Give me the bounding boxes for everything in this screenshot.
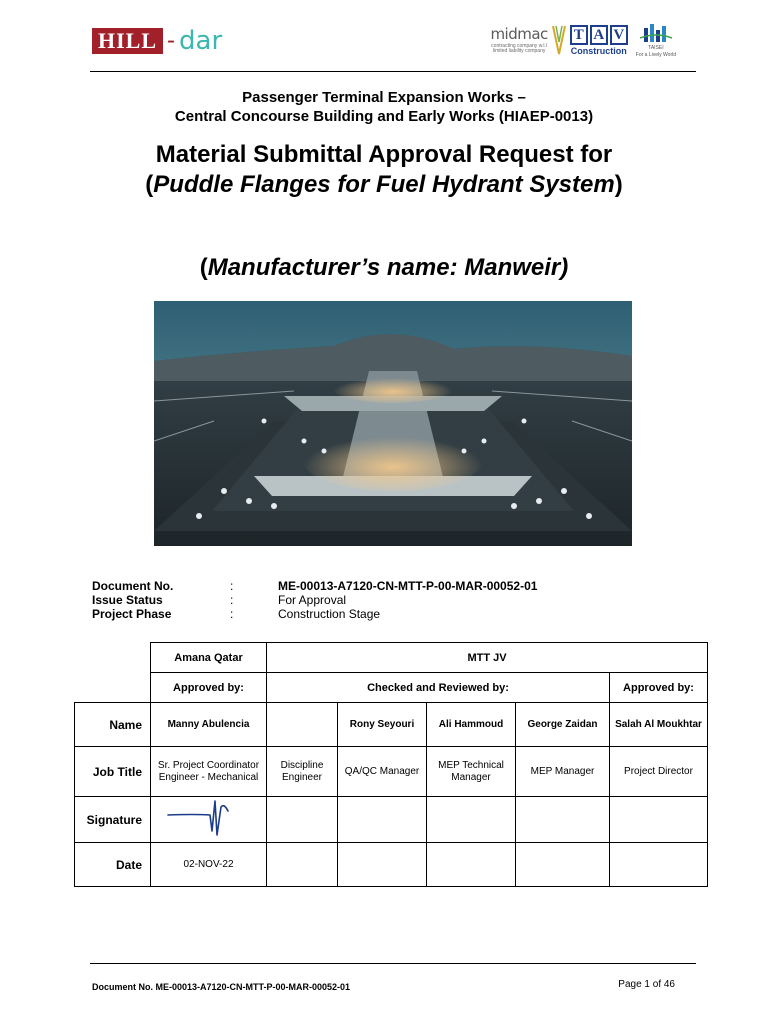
taisei-logo bbox=[636, 22, 676, 58]
meta-colon: : bbox=[230, 593, 234, 607]
meta-row-issue-status bbox=[92, 593, 537, 607]
org-mtt-jv: MTT JV bbox=[267, 643, 708, 673]
signature-cell bbox=[338, 797, 427, 843]
job-title-cell: Sr. Project Coordinator Engineer - Mechanical bbox=[151, 747, 267, 797]
date-cell bbox=[516, 843, 610, 887]
meta-value: Construction Stage bbox=[278, 607, 381, 621]
title-close-paren: ) bbox=[614, 171, 623, 198]
date-cell bbox=[267, 843, 338, 887]
name-cell: Manny Abulencia bbox=[151, 703, 267, 747]
name-cell bbox=[267, 703, 338, 747]
submittal-subject: Puddle Flanges for Fuel Hydrant System bbox=[153, 171, 615, 198]
taisei-logo-caption: For a Lively World bbox=[635, 52, 676, 58]
date-cell bbox=[338, 843, 427, 887]
footer-document-number: Document No. ME-00013-A7120-CN-MTT-P-00-MAR-00052-01 bbox=[92, 982, 351, 992]
signature-cell bbox=[267, 797, 338, 843]
meta-row-document-no bbox=[92, 579, 537, 593]
meta-colon: : bbox=[230, 579, 234, 593]
org-amana-qatar: Amana Qatar bbox=[151, 643, 267, 673]
document-title-line-1: Material Submittal Approval Request for bbox=[155, 141, 613, 168]
approved-by-right: Approved by: bbox=[610, 673, 708, 703]
header-divider bbox=[90, 71, 696, 72]
meta-colon: : bbox=[230, 607, 234, 621]
v-mark-icon bbox=[552, 24, 566, 56]
date-cell bbox=[610, 843, 708, 887]
hill-logo-separator: - bbox=[167, 27, 176, 54]
tav-letter-v: V bbox=[610, 25, 628, 45]
tav-logo-subtitle: Construction bbox=[570, 45, 627, 56]
job-title-cell: MEP Technical Manager bbox=[427, 747, 516, 797]
job-title-cell: Project Director bbox=[610, 747, 708, 797]
contractor-logos bbox=[490, 20, 676, 60]
taisei-logo-name: TAISEI bbox=[648, 45, 664, 51]
tav-construction-logo bbox=[570, 25, 628, 56]
table-row-signature bbox=[75, 797, 708, 843]
meta-key: Issue Status bbox=[92, 593, 163, 607]
manufacturer-name: Manufacturer’s name: Manweir) bbox=[207, 254, 569, 281]
footer-divider bbox=[90, 963, 696, 964]
date-cell bbox=[427, 843, 516, 887]
midmac-logo-tagline: contracting company w.l.l limited liability company bbox=[491, 42, 548, 54]
hill-logo-text: HILL bbox=[92, 28, 163, 54]
tav-letter-t: T bbox=[570, 25, 588, 45]
table-row bbox=[75, 673, 708, 703]
page-header bbox=[0, 0, 768, 72]
signature-cell bbox=[610, 797, 708, 843]
table-row-name bbox=[75, 703, 708, 747]
document-meta bbox=[92, 579, 537, 621]
airport-rendering-image bbox=[154, 301, 632, 546]
signature-cell bbox=[151, 797, 267, 843]
project-title-line-1: Passenger Terminal Expansion Works – bbox=[242, 89, 526, 106]
hill-dar-logo bbox=[92, 26, 222, 56]
document-title bbox=[0, 140, 768, 200]
row-label-date: Date bbox=[75, 843, 151, 887]
dar-logo-text: dar bbox=[179, 26, 223, 56]
signature-cell bbox=[427, 797, 516, 843]
meta-value: For Approval bbox=[278, 593, 347, 607]
project-title-line-2: Central Concourse Building and Early Works (HIAEP-0013) bbox=[174, 108, 594, 125]
table-row bbox=[75, 643, 708, 673]
row-label-name: Name bbox=[75, 703, 151, 747]
table-row-date bbox=[75, 843, 708, 887]
title-open-paren: ( bbox=[145, 171, 154, 198]
row-label-signature: Signature bbox=[75, 797, 151, 843]
signature-cell bbox=[516, 797, 610, 843]
row-label-job-title: Job Title bbox=[75, 747, 151, 797]
name-cell: Ali Hammoud bbox=[427, 703, 516, 747]
tav-letter-a: A bbox=[590, 25, 608, 45]
table-row-job-title bbox=[75, 747, 708, 797]
taisei-building-icon bbox=[640, 22, 672, 44]
checked-and-reviewed-by: Checked and Reviewed by: bbox=[267, 673, 610, 703]
name-cell: George Zaidan bbox=[516, 703, 610, 747]
job-title-cell: QA/QC Manager bbox=[338, 747, 427, 797]
meta-key: Project Phase bbox=[92, 607, 172, 621]
approval-table bbox=[74, 642, 708, 887]
meta-key: Document No. bbox=[92, 579, 174, 593]
meta-value: ME-00013-A7120-CN-MTT-P-00-MAR-00052-01 bbox=[278, 579, 538, 593]
job-title-cell: MEP Manager bbox=[516, 747, 610, 797]
handwritten-signature bbox=[154, 797, 264, 839]
date-cell: 02-NOV-22 bbox=[151, 843, 267, 887]
midmac-logo-word: midmac bbox=[490, 24, 548, 43]
job-title-cell: Discipline Engineer bbox=[267, 747, 338, 797]
midmac-logo bbox=[490, 24, 548, 54]
manufacturer-title bbox=[0, 253, 768, 283]
document-title-line-2 bbox=[0, 170, 768, 200]
approved-by-left: Approved by: bbox=[151, 673, 267, 703]
footer-page-number: Page 1 of 46 bbox=[618, 979, 675, 990]
manufacturer-open-paren: ( bbox=[199, 254, 208, 281]
name-cell: Salah Al Moukhtar bbox=[610, 703, 708, 747]
name-cell: Rony Seyouri bbox=[338, 703, 427, 747]
project-title bbox=[0, 88, 768, 126]
meta-row-project-phase bbox=[92, 607, 537, 621]
